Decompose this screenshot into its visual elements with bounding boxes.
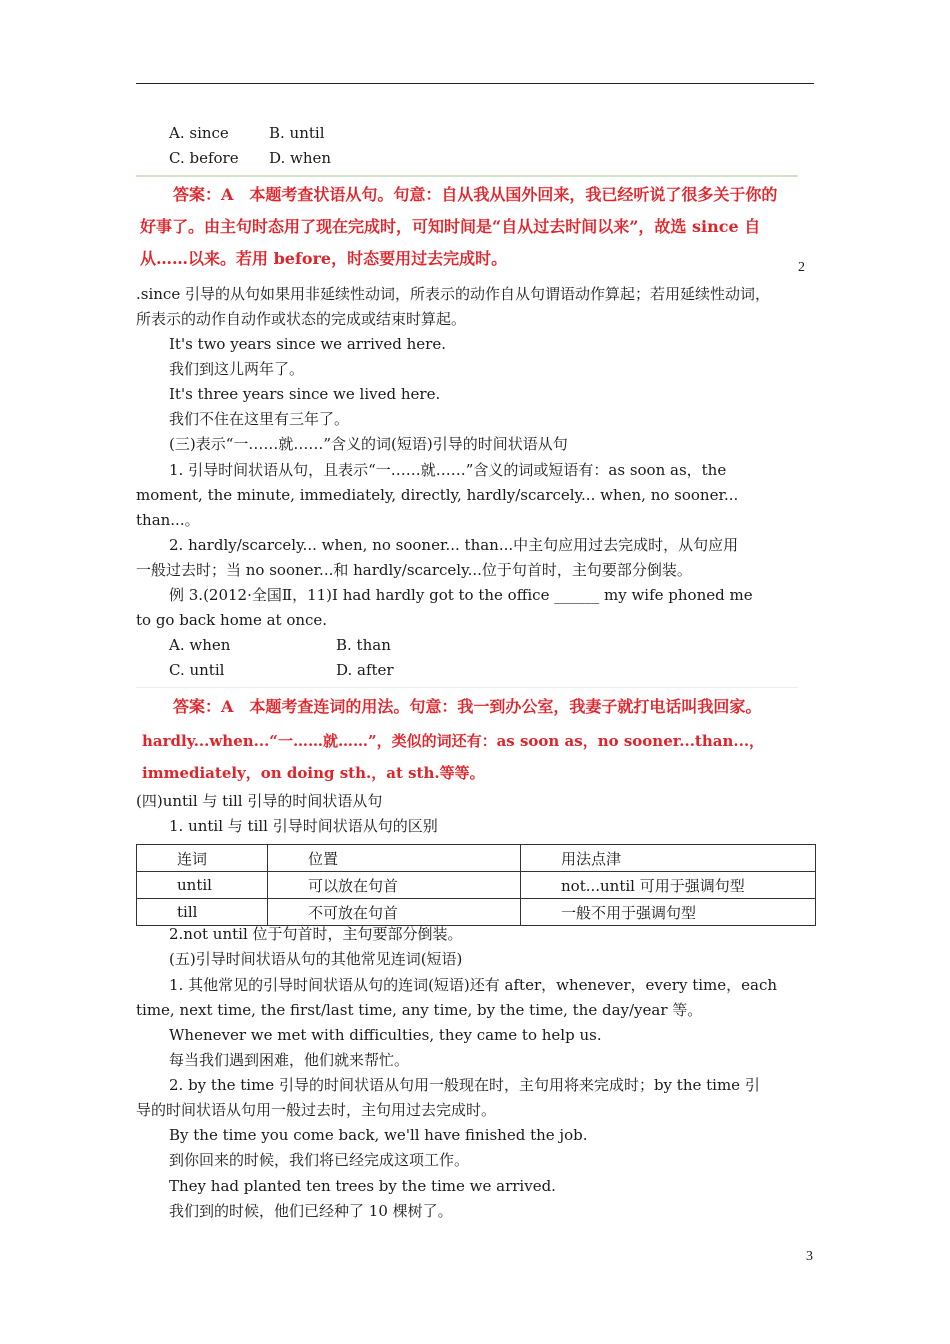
table-header-row: [137, 845, 816, 872]
option-a: A. since: [169, 124, 229, 142]
sub-heading: 1. until 与 till 引导时间状语从句的区别: [169, 817, 438, 835]
page-number: 3: [806, 1249, 813, 1264]
section-heading: (三)表示“一……就……”含义的词(短语)引导的时间状语从句: [169, 435, 568, 453]
body-text: 导的时间状语从句用一般过去时，主句用过去完成时。: [136, 1101, 497, 1119]
table-cell: till: [137, 899, 268, 926]
table-row: [137, 899, 816, 926]
section-heading: (四)until 与 till 引导的时间状语从句: [136, 792, 383, 810]
comparison-table: [136, 844, 816, 926]
section-heading: (五)引导时间状语从句的其他常见连词(短语): [169, 950, 463, 968]
body-text: 1. 其他常见的引导时间状语从句的连词(短语)还有 after，whenever，every time，each: [169, 976, 778, 994]
body-text: moment, the minute, immediately, directly, hardly/scarcely... when, no sooner...: [136, 486, 739, 504]
table-header-cell: 位置: [268, 845, 521, 872]
table-cell: 不可放在句首: [268, 899, 521, 926]
body-text: 所表示的动作自动作或状态的完成或结束时算起。: [136, 310, 467, 328]
option-d: D. when: [269, 149, 332, 167]
answer-line: hardly...when...“一……就……”，类似的词还有：as soon as，no sooner...than...，: [142, 732, 765, 750]
table-header-cell: 连词: [137, 845, 268, 872]
example-translation: 我们不住在这里有三年了。: [169, 410, 350, 428]
body-text: 2. by the time 引导的时间状语从句用一般现在时，主句用将来完成时；by the time 引: [169, 1076, 760, 1094]
option-c: C. until: [169, 661, 225, 679]
body-text: 1. 引导时间状语从句，且表示“一……就……”含义的词或短语有：as soon as，the: [169, 461, 727, 479]
table-cell: until: [137, 872, 268, 899]
body-text: than...。: [136, 511, 200, 529]
example-translation: 每当我们遇到困难，他们就来帮忙。: [169, 1051, 410, 1069]
answer-line: 好事了。由主句时态用了现在完成时，可知时间是“自从过去时间以来”，故选 since 自: [140, 217, 761, 236]
answer-line: 答案：A 本题考查状语从句。句意：自从我从国外回来，我已经听说了很多关于你的: [173, 185, 778, 204]
table-header-cell: 用法点津: [521, 845, 816, 872]
body-text: 一般过去时；当 no sooner...和 hardly/scarcely...位于句首时，主句要部分倒装。: [136, 561, 692, 579]
option-d: D. after: [336, 661, 394, 679]
example-sentence: Whenever we met with difficulties, they came to help us.: [169, 1026, 602, 1044]
answer-line: 从……以来。若用 before，时态要用过去完成时。: [140, 249, 508, 268]
option-a: A. when: [169, 636, 231, 654]
option-c: C. before: [169, 149, 239, 167]
example-question: 例 3.(2012·全国Ⅱ，11)I had hardly got to the office ______ my wife phoned me: [169, 586, 753, 604]
body-text: 2.not until 位于句首时，主句要部分倒装。: [169, 925, 463, 943]
example-sentence: It's two years since we arrived here.: [169, 335, 446, 353]
body-text: time, next time, the first/last time, any time, by the time, the day/year 等。: [136, 1001, 703, 1019]
header-rule: [136, 83, 814, 84]
answer-line: immediately，on doing sth.，at sth.等等。: [142, 764, 485, 782]
page-marker: 2: [798, 260, 805, 275]
answer-divider: [136, 175, 798, 177]
option-b: B. until: [269, 124, 325, 142]
table-row: [137, 872, 816, 899]
answer-divider: [136, 687, 798, 688]
example-sentence: It's three years since we lived here.: [169, 385, 441, 403]
example-translation: 到你回来的时候，我们将已经完成这项工作。: [169, 1151, 470, 1169]
example-translation: 我们到这儿两年了。: [169, 360, 305, 378]
table-cell: not...until 可用于强调句型: [521, 872, 816, 899]
example-question: to go back home at once.: [136, 611, 328, 629]
example-translation: 我们到的时候，他们已经种了 10 棵树了。: [169, 1202, 453, 1220]
table-cell: 一般不用于强调句型: [521, 899, 816, 926]
body-text: .since 引导的从句如果用非延续性动词，所表示的动作自从句谓语动作算起；若用延续性动词，: [136, 285, 770, 303]
option-b: B. than: [336, 636, 391, 654]
example-sentence: They had planted ten trees by the time we arrived.: [169, 1177, 556, 1195]
body-text: 2. hardly/scarcely... when, no sooner... than...中主句应用过去完成时，从句应用: [169, 536, 739, 554]
example-sentence: By the time you come back, we'll have finished the job.: [169, 1126, 588, 1144]
answer-line: 答案：A 本题考查连词的用法。句意：我一到办公室，我妻子就打电话叫我回家。: [173, 697, 762, 716]
table-cell: 可以放在句首: [268, 872, 521, 899]
